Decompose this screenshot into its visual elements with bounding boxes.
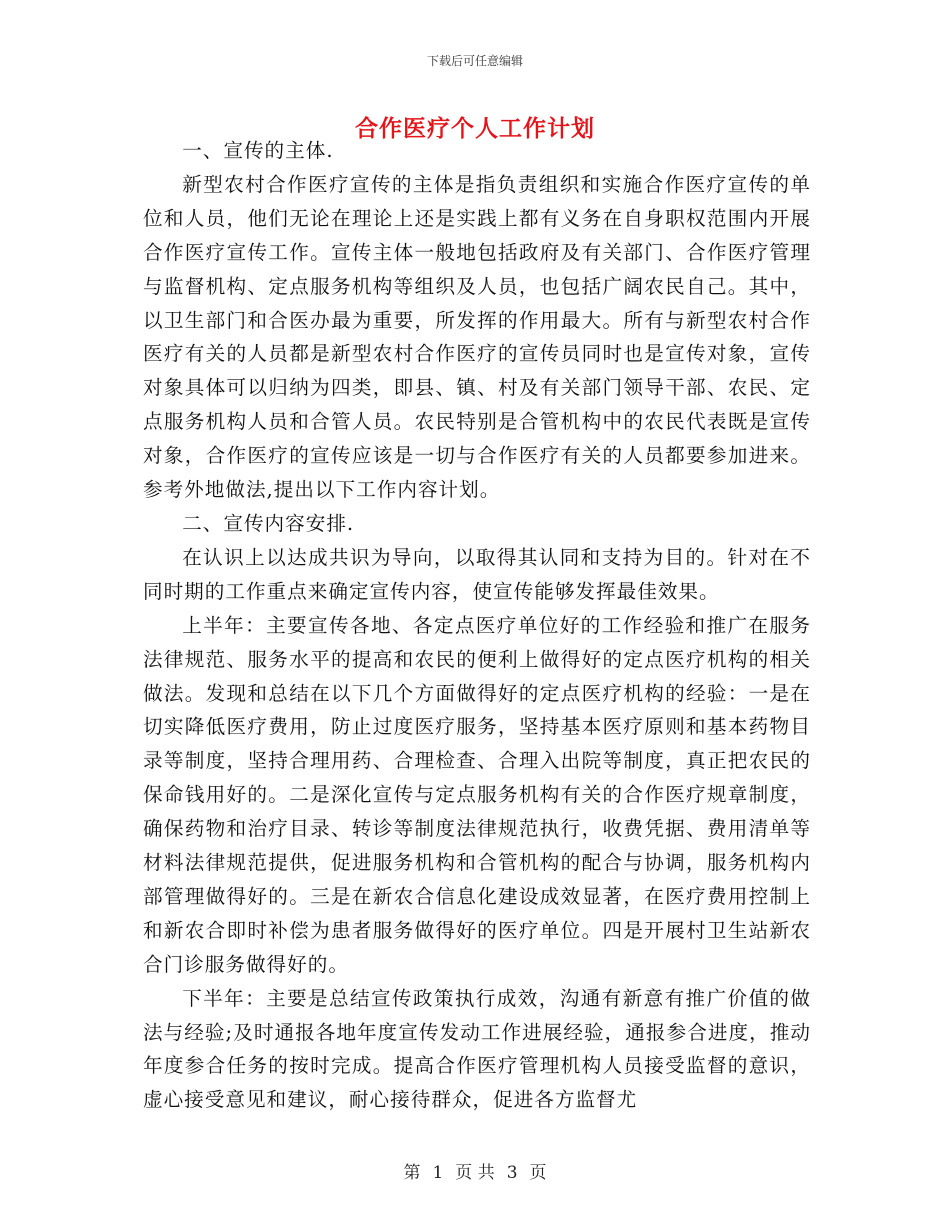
section-heading-2: 二、宣传内容安排. [182,511,355,535]
page-footer [0,1158,950,1183]
page-header: 下载后可任意编辑 [426,54,523,68]
footer-mid: 页 共 [455,1163,495,1183]
footer-page-number: 1 [432,1163,444,1183]
paragraph-content-goal: 在认识上以达成共识为导向，以取得其认同和支持为目的。针对在不同时期的工作重点来确定宣传内容，使宣传能够发挥最佳效果。 [143,545,811,603]
footer-prefix: 第 [403,1163,421,1183]
paragraph-publicity-subject: 新型农村合作医疗宣传的主体是指负责组织和实施合作医疗宣传的单位和人员，他们无论在理论上还是实践上都有义务在自身职权范围内开展合作医疗宣传工作。宣传主体一般地包括政府及有关部门、合作医疗管理与监督机构、定点服务机构等组织及人员，也包括广阔农民自己。其中，以卫生部门和合医办最为重要，所发挥的作用最大。所有与新型农村合作医疗有关的人员都是新型农村合作医疗的宣传员同时也是宣传对象，宣传对象具体可以归纳为四类，即县、镇、村及有关部门领导干部、农民、定点服务机构人员和合管人员。农民特别是合管机构中的农民代表既是宣传对象，合作医疗的宣传应该是一切与合作医疗有关的人员都要参加进来。参考外地做法,提出以下工作内容计划。 [143,172,811,502]
paragraph-first-half-year: 上半年：主要宣传各地、各定点医疗单位好的工作经验和推广在服务法律规范、服务水平的提高和农民的便利上做得好的定点医疗机构的相关做法。发现和总结在以下几个方面做得好的定点医疗机构的经验：一是在切实降低医疗费用，防止过度医疗服务，坚持基本医疗原则和基本药物目录等制度，坚持合理用药、合理检查、合理入出院等制度，真正把农民的保命钱用好的。二是深化宣传与定点服务机构有关的合作医疗规章制度，确保药物和治疗目录、转诊等制度法律规范执行，收费凭据、费用清单等材料法律规范提供，促进服务机构和合管机构的配合与协调，服务机构内部管理做得好的。三是在新农合信息化建设成效显著，在医疗费用控制上和新农合即时补偿为患者服务做得好的医疗单位。四是开展村卫生站新农合门诊服务做得好的。 [143,613,811,976]
section-heading-1: 一、宣传的主体. [182,139,334,162]
footer-total-pages: 3 [506,1163,518,1183]
document-body [143,134,811,1117]
document-title: 合作医疗个人工作计划 [355,115,595,142]
paragraph-second-half-year: 下半年：主要是总结宣传政策执行成效，沟通有新意有推广价值的做法与经验;及时通报各地年度宣传发动工作进展经验，通报参合进度，推动年度参合任务的按时完成。提高合作医疗管理机构人员接受监督的意识，虚心接受意见和建议，耐心接待群众，促进各方监督尤 [143,986,811,1112]
footer-suffix: 页 [529,1163,547,1183]
